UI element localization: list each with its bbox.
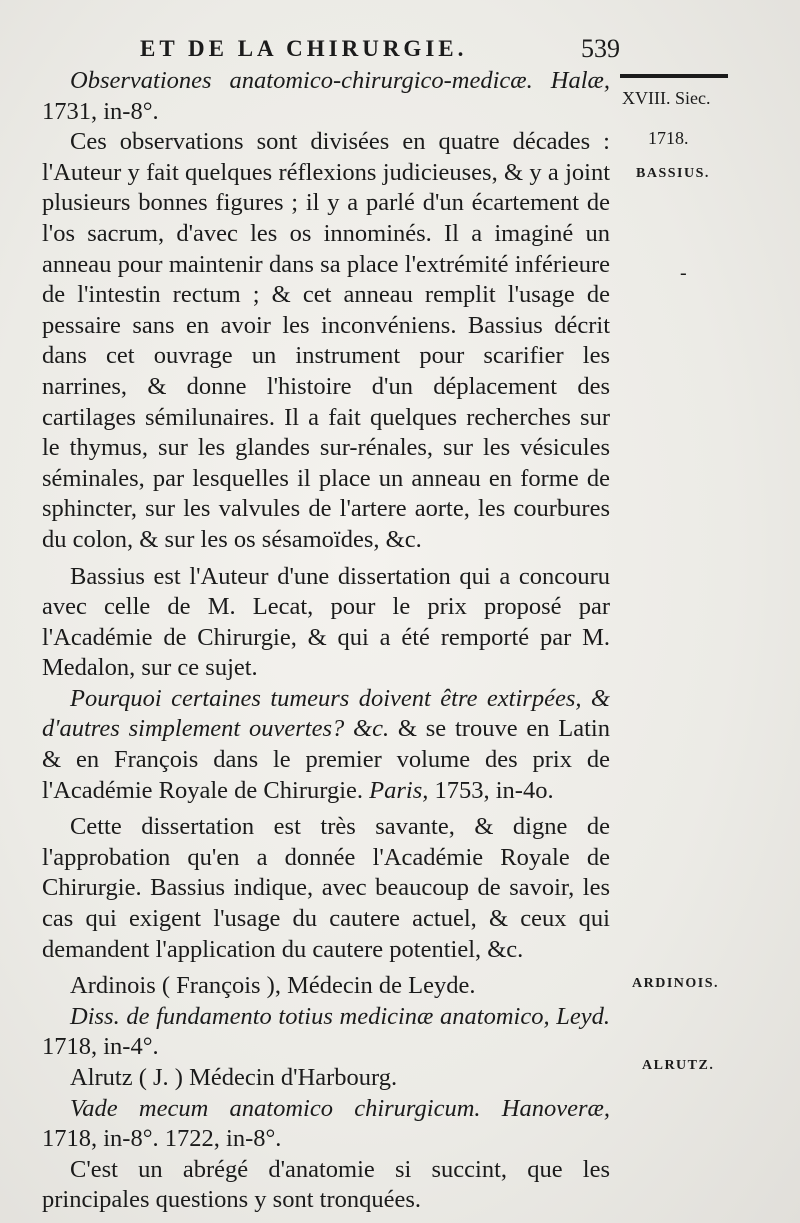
entry-alrutz: Alrutz ( J. ) Médecin d'Harbourg. — [70, 1064, 398, 1091]
margin-bassius: BASSIUS. — [636, 166, 710, 181]
margin-alrutz: ALRUTZ. — [642, 1058, 715, 1073]
alrutz-title: Vade mecum anatomico chirurgicum. Hanoveræ, — [70, 1094, 610, 1122]
alrutz-rest: 1718, in-8°. 1722, in-8°. — [42, 1125, 282, 1153]
paragraph-savante: Cette dissertation est très savante, & digne de l'approbation qu'en a donnée l'Académie Royale de Chirurgie. Bassius indique, avec beaucoup de savoir, les cas qui exigent l'usage du cautere actuel, & ceux qui demandent l'application du cautere potentiel, &c. — [42, 813, 610, 963]
paragraph-abrege: C'est un abrégé d'anatomie si succint, que les principales questions y sont tronquées. — [42, 1155, 610, 1214]
margin-rule — [620, 74, 728, 78]
title-italic: Observationes anatomico-chirurgico-medicæ. Halæ, — [70, 67, 610, 94]
alrutz-work — [42, 1094, 610, 1155]
paragraph-observations: Ces observations sont divisées en quatre décades : l'Auteur y fait quelques réflexions judicieuses, & y a joint plusieurs bonnes figures ; il y a parlé d'un écartement de l'os sacrum, d'avec les os innominés. Il a imaginé un anneau pour maintenir dans sa place l'extrémité inférieure de l'intestin rectum ; & cet anneau remplit l'usage de pessaire sans en avoir les inconvéniens. Bassius décrit dans cet ouvrage un instrument pour scarifier les narrines, & donne l'histoire d'un déplacement des cartilages sémilunaires. Il a fait quelques recherches sur le thymus, sur les glandes sur-rénales, sur les vésicules séminales, par lesquelles il place un anneau en forme de sphincter, sur les valvules de l'artere aorte, les courbures du colon, & sur les os sésamoïdes, &c. — [42, 128, 610, 553]
ardinois-rest: 1718, in-4°. — [42, 1033, 159, 1061]
page-number: 539 — [581, 34, 620, 63]
ardinois-title: Diss. de fundamento totius medicinæ anatomico, — [70, 1002, 550, 1030]
tumeurs-italic: Pourquoi certaines tumeurs doivent être extirpées, & d'autres simplement ouvertes? &c. — [42, 684, 610, 743]
margin-ardinois: ARDINOIS. — [632, 976, 720, 991]
tumeurs-place: Paris, — [369, 776, 429, 804]
ardinois-place: Leyd. — [556, 1002, 610, 1030]
entry-title-observationes — [42, 66, 610, 127]
entry-ardinois: Ardinois ( François ), Médecin de Leyde. — [70, 972, 476, 1000]
tumeurs-end: 1753, in-4o. — [434, 776, 554, 804]
title-rest: 1731, in-8°. — [42, 97, 159, 125]
margin-year: 1718. — [648, 128, 689, 148]
tumeurs-rest: & se trouve en Latin & en François dans le premier volume des prix de l'Académie Royale de Chirurgie. — [42, 715, 610, 804]
running-title: ET DE LA CHIRURGIE. — [140, 36, 468, 61]
margin-dash: - — [680, 262, 687, 284]
paragraph-dissertation: Bassius est l'Auteur d'une dissertation qui a concouru avec celle de M. Lecat, pour le prix proposé par l'Académie de Chirurgie, & qui a été remporté par M. Medalon, sur ce sujet. — [42, 562, 610, 682]
page-header — [140, 30, 620, 66]
ardinois-work — [42, 1002, 610, 1063]
paragraph-tumeurs — [42, 684, 610, 806]
margin-century: XVIII. Siec. — [622, 88, 711, 108]
main-text — [42, 66, 610, 1216]
